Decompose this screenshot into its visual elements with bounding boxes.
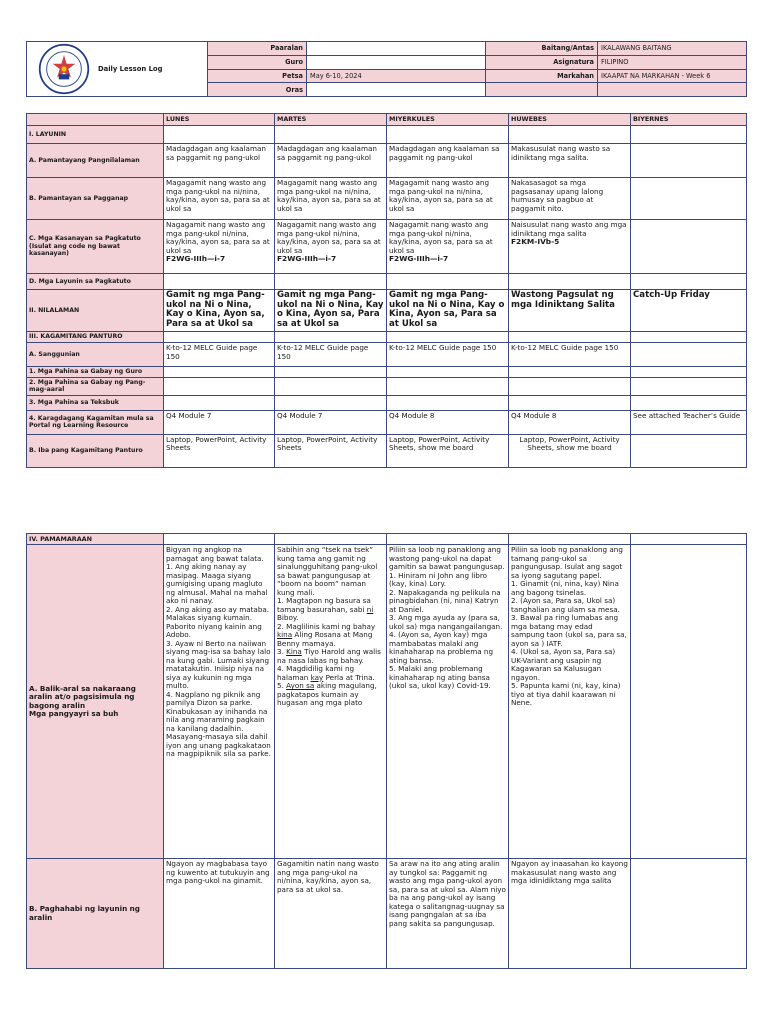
row-kagamitan — [27, 332, 747, 343]
cell-nilalaman-huwebes: Wastong Pagsulat ng mga Idiniktang Salita — [509, 290, 631, 332]
cell-iba-lunes: Laptop, PowerPoint, Activity Sheets — [164, 434, 275, 467]
item-3-underlined: Kina — [286, 647, 302, 656]
row-kasanayan — [27, 220, 747, 274]
cell — [275, 274, 387, 290]
c-text: Nagagamit nang wasto ang mga pang-ukol ni/nina, kay/kina, ayon sa, para sa at ukol sa — [277, 220, 381, 255]
cell-iba-biyernes — [631, 434, 747, 467]
cell — [164, 378, 275, 396]
cell-c-miyerkules — [387, 220, 509, 274]
item-3-end: Tiyo Harold ang walis na nasa labas ng bahay. — [277, 647, 381, 665]
label-pamantayang-pangnilalaman: A. Pamantayang Pangnilalaman — [27, 144, 164, 178]
item-2-underlined: kina — [277, 630, 293, 639]
c-code: F2KM-IVb-5 — [511, 237, 560, 247]
deped-seal-icon — [36, 43, 92, 95]
label-iba-kagamitan: B. Iba pang Kagamitang Panturo — [27, 434, 164, 467]
cell-b-huwebes: Nakasasagot sa mga pagsasanay upang lalong humusay sa pagbuo at paggamit nito. — [509, 178, 631, 220]
cell — [631, 534, 747, 545]
row-pamamaraan — [27, 534, 747, 545]
cell — [509, 274, 631, 290]
row-paghahabi — [27, 859, 747, 969]
cell — [275, 332, 387, 343]
day-huwebes: HUWEBES — [509, 114, 631, 126]
row-gabay-guro — [27, 367, 747, 378]
cell-b-lunes: Magagamit nang wasto ang mga pang-ukol na ni/nina, kay/kina, ayon sa, para sa at ukol sa — [164, 178, 275, 220]
corner-cell — [27, 114, 164, 126]
cell-b-biyernes — [631, 178, 747, 220]
label-kagamitan: III. KAGAMITANG PANTURO — [27, 332, 164, 343]
cell — [631, 367, 747, 378]
day-martes: MARTES — [275, 114, 387, 126]
item-4-end: Perla at Trina. — [323, 672, 375, 682]
cell — [164, 332, 275, 343]
cell-b-miyerkules: Magagamit nang wasto ang mga pang-ukol na ni/nina, kay/kina, ayon sa, para sa at ukol sa — [387, 178, 509, 220]
cell-balik-aral-martes — [275, 545, 387, 859]
cell — [387, 534, 509, 545]
cell — [387, 378, 509, 396]
row-layunin-pagkatuto — [27, 274, 747, 290]
cell-paghahabi-lunes: Ngayon ay magbabasa tayo ng kuwento at tutukuyin ang mga pang-ukol na ginamit. — [164, 859, 275, 969]
cell — [387, 332, 509, 343]
row-balik-aral — [27, 545, 747, 859]
cell — [509, 378, 631, 396]
cell-sanggunian-huwebes: K-to-12 MELC Guide page 150 — [509, 343, 631, 367]
cell — [631, 395, 747, 410]
label-nilalaman: II. NILALAMAN — [27, 290, 164, 332]
label-pamantayan-pagganap: B. Pamantayan sa Pagganap — [27, 178, 164, 220]
cell — [164, 274, 275, 290]
item-5-text: 5. — [277, 681, 287, 690]
label-asignatura: Asignatura — [486, 55, 598, 69]
cell-a-miyerkules: Madagdagan ang kaalaman sa paggamit ng pang-ukol — [387, 144, 509, 178]
cell-nilalaman-biyernes: Catch-Up Friday — [631, 290, 747, 332]
cell-a-biyernes — [631, 144, 747, 178]
cell-balik-aral-miyerkules: Piliin sa loob ng panaklong ang wastong pang-ukol na dapat gamitin sa bawat pangungusap. 1. Hiniram ni John ang libro (kay, kina) Lory. 2. Napakaganda ng pelikula na pinagbidahan (ni, nina) Katryn at Daniel. 3. Ang mga ayuda ay (para sa, ukol sa) mga nangangailangan. 4. (Ayon sa, Ayon kay) mga mambabatas malaki ang kinahaharap na problema ng ating bansa. 5. Malaki ang problemang kinahaharap ng ating bansa (ukol sa, ukol kay) Covid-19. — [387, 545, 509, 859]
procedure-table — [26, 533, 747, 969]
cell — [631, 332, 747, 343]
cell-nilalaman-martes: Gamit ng mga Pang-ukol na Ni o Nina, Kay o Kina, Ayon sa, Para sa at Ukol sa — [275, 290, 387, 332]
cell-c-lunes — [164, 220, 275, 274]
cell-r4-biyernes: See attached Teacher’s Guide — [631, 410, 747, 434]
cell-a-huwebes: Makasusulat nang wasto sa idiniktang mga salita. — [509, 144, 631, 178]
cell-paghahabi-biyernes — [631, 859, 747, 969]
cell — [164, 534, 275, 545]
cell — [387, 274, 509, 290]
label-layunin-pagkatuto: D. Mga Layunin sa Pagkatuto — [27, 274, 164, 290]
cell — [509, 534, 631, 545]
item-2-text: 2. Maglilinis kami ng bahay — [277, 621, 376, 631]
cell — [275, 534, 387, 545]
item-1-underlined: ni — [366, 604, 374, 614]
value-guro — [307, 55, 486, 69]
label-guro: Guro — [208, 55, 307, 69]
label-paaralan: Paaralan — [208, 42, 307, 56]
martes-intro: Sabihin ang “tsek na tsek” kung tama ang gamit ng sinalungguhitang pang-ukol sa bawat pangungusap at “boom na boom” naman kung mali. — [277, 545, 378, 597]
cell-paghahabi-huwebes: Ngayon ay inaasahan ko kayong makasusulat nang wasto ang mga idinidiktang mga salita — [509, 859, 631, 969]
cell — [387, 367, 509, 378]
c-code: F2WG-IIIh—i-7 — [389, 254, 449, 264]
item-1-end: Biboy. — [277, 613, 299, 622]
cell-r4-miyerkules: Q4 Module 8 — [387, 410, 509, 434]
row-pamantayang-pangnilalaman — [27, 144, 747, 178]
cell-iba-martes: Laptop, PowerPoint, Activity Sheets — [275, 434, 387, 467]
label-paghahabi: B. Paghahabi ng layunin ng aralin — [27, 859, 164, 969]
row-nilalaman — [27, 290, 747, 332]
day-biyernes: BIYERNES — [631, 114, 747, 126]
item-5-underlined: Ayon sa — [286, 681, 315, 690]
lesson-plan-table — [26, 113, 747, 468]
cell — [631, 378, 747, 396]
row-iba-kagamitan — [27, 434, 747, 467]
cell-c-martes — [275, 220, 387, 274]
cell-nilalaman-miyerkules: Gamit ng mga Pang-ukol na Ni o Nina, Kay o Kina, Ayon sa, Para sa at Ukol sa — [387, 290, 509, 332]
value-oras — [307, 83, 486, 97]
value-petsa: May 6-10, 2024 — [307, 69, 486, 83]
cell — [275, 367, 387, 378]
cell — [275, 126, 387, 144]
label-gabay-guro: 1. Mga Pahina sa Gabay ng Guro — [27, 367, 164, 378]
cell-balik-aral-huwebes: Piliin sa loob ng panaklong ang tamang pang-ukol sa pangungusap. Isulat ang sagot sa iyong sagutang papel. 1. Ginamit (ni, nina, kay) Nina ang bagong tsinelas. 2. (Ayon sa, Para sa, Ukol sa) tanghalian ang ulam sa mesa. 3. Bawal pa ring lumabas ang mga batang may edad sampung taon (ukol sa, para sa, ayon sa ) IATF. 4. (Ukol sa, Ayon sa, Para sa) UK-Variant ang usapin ng Kagawaran sa Kalusugan ngayon. 5. Papunta kami (ni, kay, kina) tiyo at tiya dahil kaarawan ni Nene. — [509, 545, 631, 859]
header-table — [26, 41, 747, 97]
cell-r4-huwebes: Q4 Module 8 — [509, 410, 631, 434]
cell — [164, 126, 275, 144]
cell-b-martes: Magagamit nang wasto ang mga pang-ukol na ni/nina, kay/kina, ayon sa, para sa at ukol sa — [275, 178, 387, 220]
cell-iba-miyerkules: Laptop, PowerPoint, Activity Sheets, show me board — [387, 434, 509, 467]
label-baitang: Baitang/Antas — [486, 42, 598, 56]
cell — [164, 395, 275, 410]
cell — [631, 274, 747, 290]
row-sanggunian — [27, 343, 747, 367]
label-empty — [486, 83, 598, 97]
label-karagdagang-kagamitan: 4. Karagdagang Kagamitan mula sa Portal ng Learning Resource — [27, 410, 164, 434]
value-asignatura: FILIPINO — [598, 55, 747, 69]
label-teksbuk: 3. Mga Pahina sa Teksbuk — [27, 395, 164, 410]
row-pamantayan-pagganap — [27, 178, 747, 220]
cell — [387, 126, 509, 144]
value-paaralan — [307, 42, 486, 56]
cell — [275, 378, 387, 396]
day-header-row — [27, 114, 747, 126]
label-layunin: I. LAYUNIN — [27, 126, 164, 144]
label-petsa: Petsa — [208, 69, 307, 83]
item-1-text: 1. Magtapon ng basura sa tamang basurahan, sabi — [277, 596, 371, 614]
cell — [387, 395, 509, 410]
cell — [509, 395, 631, 410]
label-sanggunian: A. Sanggunian — [27, 343, 164, 367]
item-4-underlined: kay — [310, 672, 324, 682]
value-baitang: IKALAWANG BAITANG — [598, 42, 747, 56]
item-3-text: 3. — [277, 647, 287, 656]
item-4-text: 4. Magdidilig kami ng halaman — [277, 664, 355, 682]
day-lunes: LUNES — [164, 114, 275, 126]
document-title: Daily Lesson Log — [98, 65, 163, 73]
header-logo-cell — [27, 42, 208, 97]
cell-sanggunian-miyerkules: K-to-12 MELC Guide page 150 — [387, 343, 509, 367]
cell-a-martes: Madagdagan ang kaalaman sa paggamit ng pang-ukol — [275, 144, 387, 178]
cell-paghahabi-martes: Gagamitin natin nang wasto ang mga pang-ukol na ni/nina, kay/kina, ayon sa, para sa at ukol sa. — [275, 859, 387, 969]
cell-a-lunes: Madagdagan ang kaalaman sa paggamit ng pang-ukol — [164, 144, 275, 178]
label-balik-aral: A. Balik-aral sa nakaraang aralin at/o pagsisimula ng bagong aralin Mga pangyayri sa buh — [27, 545, 164, 859]
cell-balik-aral-biyernes — [631, 545, 747, 859]
cell — [509, 126, 631, 144]
row-teksbuk — [27, 395, 747, 410]
row-layunin — [27, 126, 747, 144]
row-gabay-mag-aaral — [27, 378, 747, 396]
label-markahan: Markahan — [486, 69, 598, 83]
cell-sanggunian-biyernes — [631, 343, 747, 367]
label-gabay-mag-aaral: 2. Mga Pahina sa Gabay ng Pang-mag-aaral — [27, 378, 164, 396]
cell-paghahabi-miyerkules: Sa araw na ito ang ating aralin ay tungkol sa: Paggamit ng wasto ang mga pang-ukol ayon sa, para sa at ukol sa. Alam niyo ba na ang pang-ukol ay isang katega o salitangnag-uugnay sa isang pangngalan at sa iba pang sakita sa pangungusap. — [387, 859, 509, 969]
c-text: Naisusulat nang wasto ang mga idiniktang mga salita — [511, 220, 627, 238]
cell-nilalaman-lunes: Gamit ng mga Pang-ukol na Ni o Nina, Kay o Kina, Ayon sa, Para sa at Ukol sa — [164, 290, 275, 332]
cell — [164, 367, 275, 378]
cell — [631, 126, 747, 144]
cell-balik-aral-lunes: Bigyan ng angkop na pamagat ang bawat talata. 1. Ang aking nanay ay masipag. Maaga siyang gumigising upang magluto ng almusal. Mahal na mahal ako ni nanay. 2. Ang aking aso ay mataba. Malakas siyang kumain. Paborito niyang kainin ang Adobo. 3. Ayaw ni Berto na naiiwan siyang mag-isa sa bahay lalo na kung gabi. Lumaki siyang matatakutin. Iniisip niya na siya ay kukunin ng mga multo. 4. Nagplano ng piknik ang pamilya Dizon sa parke. Kinabukasan ay inihanda na nila ang maraming pagkain na kanilang dadalhin. Masayang-masaya sila dahil iyon ang unang pagkakataon na magpipiknik sila sa parke. — [164, 545, 275, 859]
label-oras: Oras — [208, 83, 307, 97]
label-pamamaraan: IV. PAMAMARAAN — [27, 534, 164, 545]
cell-r4-martes: Q4 Module 7 — [275, 410, 387, 434]
cell — [275, 395, 387, 410]
cell-c-biyernes — [631, 220, 747, 274]
cell — [509, 367, 631, 378]
cell — [509, 332, 631, 343]
c-code: F2WG-IIIh—i-7 — [166, 254, 226, 264]
item-5-end: aking magulang, pagkatapos kumain ay hugasan ang mga plato — [277, 681, 377, 707]
c-code: F2WG-IIIh—i-7 — [277, 254, 337, 264]
c-text: Nagagamit nang wasto ang mga pang-ukol ni/nina, kay/kina, ayon sa, para sa at ukol sa — [389, 220, 493, 255]
cell-c-huwebes — [509, 220, 631, 274]
value-empty — [598, 83, 747, 97]
cell-sanggunian-lunes: K-to-12 MELC Guide page 150 — [164, 343, 275, 367]
cell-iba-huwebes: Laptop, PowerPoint, Activity Sheets, show me board — [509, 434, 631, 467]
row-karagdagang-kagamitan — [27, 410, 747, 434]
day-miyerkules: MIYERKULES — [387, 114, 509, 126]
cell-sanggunian-martes: K-to-12 MELC Guide page 150 — [275, 343, 387, 367]
value-markahan: IKAAPAT NA MARKAHAN - Week 6 — [598, 69, 747, 83]
label-kasanayan: C. Mga Kasanayan sa Pagkatuto (Isulat ang code ng bawat kasanayan) — [27, 220, 164, 274]
cell-r4-lunes: Q4 Module 7 — [164, 410, 275, 434]
c-text: Nagagamit nang wasto ang mga pang-ukol ni/nina, kay/kina, ayon sa, para sa at ukol sa — [166, 220, 270, 255]
item-2-end: Aling Rosana at Mang Benny mamaya. — [277, 630, 373, 648]
